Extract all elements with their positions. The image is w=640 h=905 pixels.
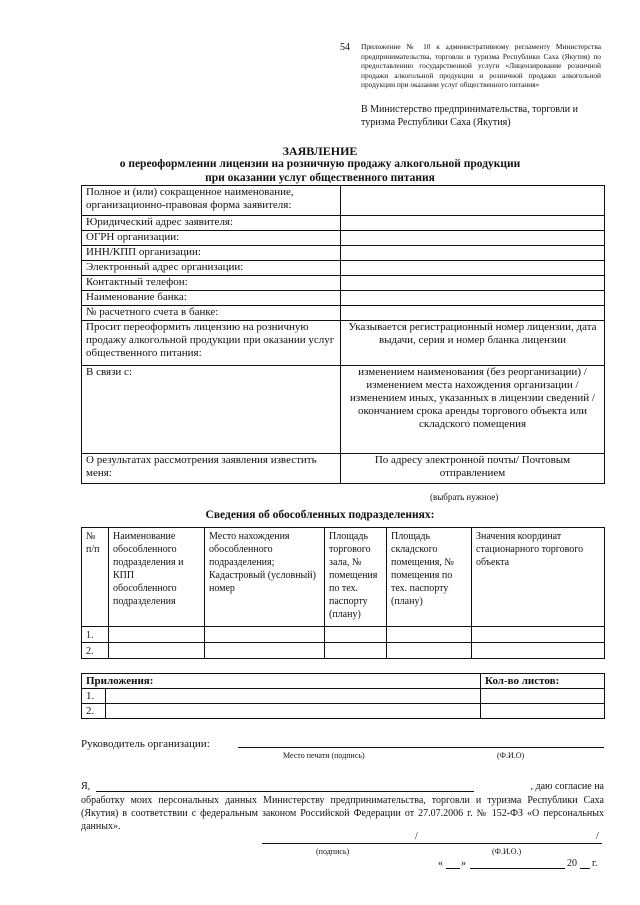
cell-field[interactable] bbox=[205, 627, 325, 643]
fio-label-2: (Ф.И.О.) bbox=[492, 847, 522, 856]
date-open-quote: « bbox=[438, 858, 443, 869]
table-header-row bbox=[82, 528, 605, 627]
attachments-table bbox=[81, 673, 605, 719]
appendix-note: Приложение № 10 к административному регламенту Министерства предпринимательства, торговли и туризма Республики Саха (Якутия) по предоставлению государственной услуги «Лицензирование розничной продажи алкогольной продукции и розничной продажи алкогольной продукции при оказании услуг общественного питания» bbox=[361, 42, 601, 90]
cell-field[interactable] bbox=[472, 643, 605, 659]
cell-field[interactable] bbox=[472, 627, 605, 643]
row-label: Юридический адрес заявителя: bbox=[82, 216, 341, 231]
cell-field[interactable] bbox=[387, 627, 472, 643]
col-header-number: № п/п bbox=[82, 528, 109, 627]
date-year-prefix: 20 bbox=[567, 858, 577, 869]
subdivisions-table bbox=[81, 527, 605, 659]
consent-name-line[interactable] bbox=[96, 791, 474, 792]
row-value-field[interactable] bbox=[341, 246, 605, 261]
table-row bbox=[82, 689, 605, 704]
cell-field[interactable] bbox=[109, 627, 205, 643]
table-header-row bbox=[82, 674, 605, 689]
row-value-field[interactable] bbox=[341, 231, 605, 246]
cell-field[interactable] bbox=[325, 643, 387, 659]
notification-options[interactable]: По адресу электронной почты/ Почтовым отправлением bbox=[341, 454, 605, 484]
head-signature-line[interactable] bbox=[238, 747, 604, 748]
row-number: 1. bbox=[82, 689, 106, 704]
attachments-header: Приложения: bbox=[82, 674, 481, 689]
sheet-count-field[interactable] bbox=[481, 689, 605, 704]
col-header-coordinates: Значения координат стационарного торгового объекта bbox=[472, 528, 605, 627]
table-row bbox=[82, 306, 605, 321]
page-number: 54 bbox=[340, 42, 350, 53]
col-header-name: Наименование обособленного подразделения и КПП обособленного подразделения bbox=[109, 528, 205, 627]
row-label: Контактный телефон: bbox=[82, 276, 341, 291]
date-year-suffix: г. bbox=[592, 858, 598, 869]
table-row bbox=[82, 231, 605, 246]
document-title: ЗАЯВЛЕНИЕ bbox=[282, 144, 358, 158]
table-row bbox=[82, 261, 605, 276]
table-row bbox=[82, 186, 605, 216]
row-label: ОГРН организации: bbox=[82, 231, 341, 246]
cell-field[interactable] bbox=[205, 643, 325, 659]
table-row bbox=[82, 246, 605, 261]
row-label: Наименование банка: bbox=[82, 291, 341, 306]
sign-label: (подпись) bbox=[316, 847, 350, 856]
subdivisions-title: Сведения об обособленных подразделениях: bbox=[205, 509, 435, 521]
consent-prefix: Я, bbox=[81, 781, 91, 792]
row-label: Просит переоформить лицензию на розничную продажу алкогольной продукции при оказании услуг общественного питания: bbox=[82, 321, 341, 366]
row-value-field[interactable] bbox=[341, 291, 605, 306]
cell-field[interactable] bbox=[109, 643, 205, 659]
stamp-label: Место печати (подпись) bbox=[283, 751, 365, 760]
row-label: В связи с: bbox=[82, 366, 341, 454]
table-row bbox=[82, 216, 605, 231]
row-value-field[interactable] bbox=[341, 276, 605, 291]
consent-agree: , даю согласие на bbox=[530, 781, 604, 792]
row-value-field[interactable] bbox=[341, 216, 605, 231]
table-row bbox=[82, 704, 605, 719]
row-number: 2. bbox=[82, 643, 109, 659]
slash-separator-end: / bbox=[596, 831, 599, 842]
cell-field[interactable] bbox=[325, 627, 387, 643]
consent-text: обработку моих персональных данных Министерству предпринимательства, торговли и туризма Республики Саха (Якутия) в соответствии с федеральным законом Российской Федерации от 27.07.2006 г. № 152-ФЗ «О персональных данных». bbox=[81, 795, 604, 832]
consent-signature-line[interactable] bbox=[262, 843, 602, 844]
head-of-organization-label: Руководитель организации: bbox=[81, 738, 210, 750]
date-close-quote: » bbox=[461, 858, 466, 869]
date-month-line[interactable] bbox=[470, 868, 565, 869]
col-header-location: Место нахождения обособленного подразделения; Кадастровый (условный) номер bbox=[205, 528, 325, 627]
addressee: В Министерство предпринимательства, торговли и туризма Республики Саха (Якутия) bbox=[361, 104, 578, 128]
reason-options[interactable]: изменением наименования (без реорганизации) / изменением места нахождения организации / изменением иных, указанных в лицензии сведений / окончанием срока аренды торгового объекта или складского помещения bbox=[341, 366, 605, 454]
row-label: Полное и (или) сокращенное наименование, организационно-правовая форма заявителя: bbox=[82, 186, 341, 216]
document-subtitle-1: о переоформлении лицензии на розничную продажу алкогольной продукции bbox=[119, 158, 521, 170]
row-label: Электронный адрес организации: bbox=[82, 261, 341, 276]
table-row bbox=[82, 643, 605, 659]
row-value-field[interactable] bbox=[341, 186, 605, 216]
row-number: 1. bbox=[82, 627, 109, 643]
fio-label: (Ф.И.О) bbox=[497, 751, 525, 760]
row-number: 2. bbox=[82, 704, 106, 719]
sheet-count-header: Кол-во листов: bbox=[481, 674, 605, 689]
col-header-storage-area: Площадь складского помещения, № помещения по тех. паспорту (плану) bbox=[387, 528, 472, 627]
row-label: № расчетного счета в банке: bbox=[82, 306, 341, 321]
row-value-field[interactable] bbox=[341, 306, 605, 321]
attachment-name-field[interactable] bbox=[106, 689, 481, 704]
table-row bbox=[82, 366, 605, 454]
table-row bbox=[82, 291, 605, 306]
date-day-line[interactable] bbox=[446, 868, 460, 869]
slash-separator: / bbox=[415, 831, 418, 842]
table-row bbox=[82, 321, 605, 366]
table-row bbox=[82, 276, 605, 291]
sheet-count-field[interactable] bbox=[481, 704, 605, 719]
col-header-hall-area: Площадь торгового зала, № помещения по тех. паспорту (плану) bbox=[325, 528, 387, 627]
license-number-hint[interactable]: Указывается регистрационный номер лицензии, дата выдачи, серия и номер бланка лицензии bbox=[341, 321, 605, 366]
choose-note: (выбрать нужное) bbox=[430, 492, 499, 502]
row-label: О результатах рассмотрения заявления известить меня: bbox=[82, 454, 341, 484]
document-subtitle-2: при оказании услуг общественного питания bbox=[205, 172, 435, 184]
row-label: ИНН/КПП организации: bbox=[82, 246, 341, 261]
table-row bbox=[82, 627, 605, 643]
date-year-line[interactable] bbox=[580, 868, 590, 869]
cell-field[interactable] bbox=[387, 643, 472, 659]
row-value-field[interactable] bbox=[341, 261, 605, 276]
table-row bbox=[82, 454, 605, 484]
attachment-name-field[interactable] bbox=[106, 704, 481, 719]
application-table bbox=[81, 185, 605, 484]
